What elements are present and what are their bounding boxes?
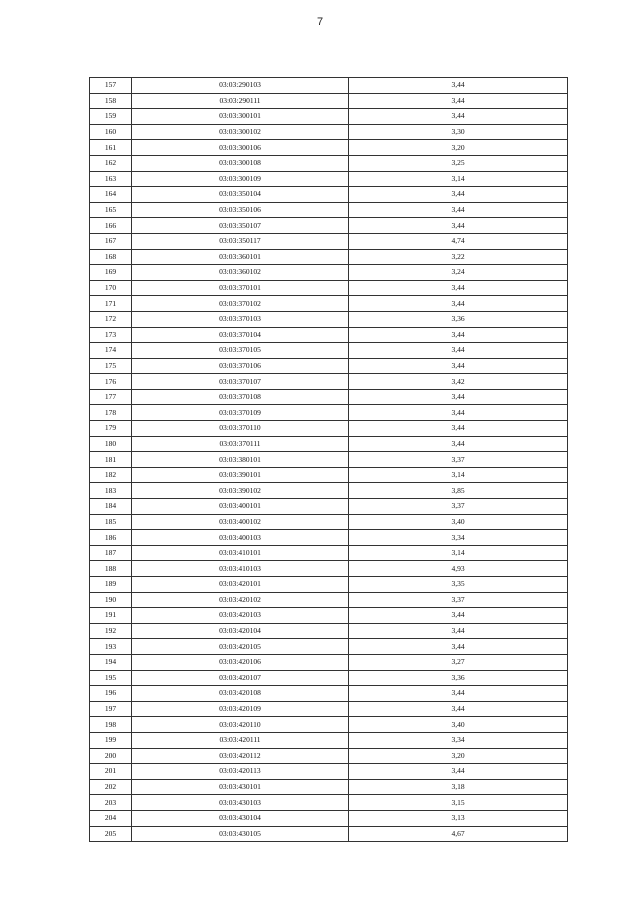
cadastral-number-cell: 03:03:300102 xyxy=(132,124,349,140)
value-cell: 3,44 xyxy=(349,187,568,203)
cadastral-number-cell: 03:03:370107 xyxy=(132,374,349,390)
table-row xyxy=(90,639,568,655)
value-cell: 3,40 xyxy=(349,514,568,530)
row-number-cell: 204 xyxy=(90,810,132,826)
table-row xyxy=(90,109,568,125)
row-number-cell: 158 xyxy=(90,93,132,109)
row-number-cell: 181 xyxy=(90,452,132,468)
value-cell: 4,67 xyxy=(349,826,568,842)
cadastral-number-cell: 03:03:420108 xyxy=(132,686,349,702)
value-cell: 3,44 xyxy=(349,623,568,639)
cadastral-number-cell: 03:03:410103 xyxy=(132,561,349,577)
value-cell: 3,18 xyxy=(349,779,568,795)
row-number-cell: 187 xyxy=(90,545,132,561)
value-cell: 3,36 xyxy=(349,311,568,327)
value-cell: 3,14 xyxy=(349,545,568,561)
table-row xyxy=(90,296,568,312)
value-cell: 3,44 xyxy=(349,421,568,437)
table-row xyxy=(90,779,568,795)
value-cell: 3,37 xyxy=(349,592,568,608)
value-cell: 4,93 xyxy=(349,561,568,577)
value-cell: 4,74 xyxy=(349,233,568,249)
cadastral-number-cell: 03:03:370104 xyxy=(132,327,349,343)
table-row xyxy=(90,577,568,593)
value-cell: 3,85 xyxy=(349,483,568,499)
cadastral-number-cell: 03:03:350106 xyxy=(132,202,349,218)
value-cell: 3,44 xyxy=(349,296,568,312)
row-number-cell: 180 xyxy=(90,436,132,452)
cadastral-number-cell: 03:03:300109 xyxy=(132,171,349,187)
table-row xyxy=(90,218,568,234)
value-cell: 3,14 xyxy=(349,467,568,483)
data-table xyxy=(89,77,568,842)
table-row xyxy=(90,623,568,639)
row-number-cell: 201 xyxy=(90,764,132,780)
row-number-cell: 161 xyxy=(90,140,132,156)
cadastral-number-cell: 03:03:420101 xyxy=(132,577,349,593)
value-cell: 3,44 xyxy=(349,327,568,343)
cadastral-number-cell: 03:03:430105 xyxy=(132,826,349,842)
cadastral-number-cell: 03:03:370111 xyxy=(132,436,349,452)
cadastral-number-cell: 03:03:390101 xyxy=(132,467,349,483)
row-number-cell: 185 xyxy=(90,514,132,530)
cadastral-number-cell: 03:03:290111 xyxy=(132,93,349,109)
cadastral-number-cell: 03:03:370109 xyxy=(132,405,349,421)
cadastral-number-cell: 03:03:420103 xyxy=(132,608,349,624)
row-number-cell: 157 xyxy=(90,78,132,94)
cadastral-number-cell: 03:03:420105 xyxy=(132,639,349,655)
value-cell: 3,14 xyxy=(349,171,568,187)
row-number-cell: 184 xyxy=(90,499,132,515)
cadastral-number-cell: 03:03:360102 xyxy=(132,265,349,281)
cadastral-number-cell: 03:03:350104 xyxy=(132,187,349,203)
table-row xyxy=(90,483,568,499)
row-number-cell: 190 xyxy=(90,592,132,608)
row-number-cell: 192 xyxy=(90,623,132,639)
table-row xyxy=(90,810,568,826)
row-number-cell: 165 xyxy=(90,202,132,218)
table-row xyxy=(90,421,568,437)
table-row xyxy=(90,343,568,359)
cadastral-number-cell: 03:03:360101 xyxy=(132,249,349,265)
cadastral-number-cell: 03:03:370102 xyxy=(132,296,349,312)
cadastral-number-cell: 03:03:420104 xyxy=(132,623,349,639)
cadastral-number-cell: 03:03:370103 xyxy=(132,311,349,327)
table-row xyxy=(90,514,568,530)
value-cell: 3,15 xyxy=(349,795,568,811)
table-row xyxy=(90,265,568,281)
cadastral-number-cell: 03:03:400102 xyxy=(132,514,349,530)
value-cell: 3,44 xyxy=(349,202,568,218)
cadastral-number-cell: 03:03:300108 xyxy=(132,155,349,171)
table-row xyxy=(90,732,568,748)
table-row xyxy=(90,686,568,702)
row-number-cell: 191 xyxy=(90,608,132,624)
value-cell: 3,44 xyxy=(349,764,568,780)
value-cell: 3,37 xyxy=(349,452,568,468)
value-cell: 3,44 xyxy=(349,343,568,359)
row-number-cell: 171 xyxy=(90,296,132,312)
table-row xyxy=(90,764,568,780)
value-cell: 3,44 xyxy=(349,109,568,125)
row-number-cell: 193 xyxy=(90,639,132,655)
row-number-cell: 177 xyxy=(90,389,132,405)
value-cell: 3,27 xyxy=(349,654,568,670)
cadastral-number-cell: 03:03:350107 xyxy=(132,218,349,234)
cadastral-number-cell: 03:03:400101 xyxy=(132,499,349,515)
row-number-cell: 188 xyxy=(90,561,132,577)
table-body xyxy=(90,78,568,842)
table-row xyxy=(90,561,568,577)
table-row xyxy=(90,670,568,686)
value-cell: 3,44 xyxy=(349,608,568,624)
table-row xyxy=(90,358,568,374)
value-cell: 3,44 xyxy=(349,389,568,405)
cadastral-number-cell: 03:03:420113 xyxy=(132,764,349,780)
row-number-cell: 203 xyxy=(90,795,132,811)
row-number-cell: 200 xyxy=(90,748,132,764)
value-cell: 3,24 xyxy=(349,265,568,281)
table-row xyxy=(90,374,568,390)
row-number-cell: 178 xyxy=(90,405,132,421)
value-cell: 3,42 xyxy=(349,374,568,390)
row-number-cell: 159 xyxy=(90,109,132,125)
value-cell: 3,34 xyxy=(349,732,568,748)
table-row xyxy=(90,467,568,483)
table-row xyxy=(90,608,568,624)
cadastral-number-cell: 03:03:420110 xyxy=(132,717,349,733)
table-row xyxy=(90,452,568,468)
row-number-cell: 205 xyxy=(90,826,132,842)
table-row xyxy=(90,311,568,327)
cadastral-number-cell: 03:03:300106 xyxy=(132,140,349,156)
cadastral-number-cell: 03:03:370108 xyxy=(132,389,349,405)
value-cell: 3,20 xyxy=(349,140,568,156)
value-cell: 3,20 xyxy=(349,748,568,764)
cadastral-number-cell: 03:03:400103 xyxy=(132,530,349,546)
table-row xyxy=(90,795,568,811)
row-number-cell: 189 xyxy=(90,577,132,593)
cadastral-number-cell: 03:03:420107 xyxy=(132,670,349,686)
cadastral-number-cell: 03:03:370105 xyxy=(132,343,349,359)
value-cell: 3,22 xyxy=(349,249,568,265)
row-number-cell: 163 xyxy=(90,171,132,187)
row-number-cell: 198 xyxy=(90,717,132,733)
table-row xyxy=(90,545,568,561)
cadastral-number-cell: 03:03:420109 xyxy=(132,701,349,717)
value-cell: 3,44 xyxy=(349,436,568,452)
row-number-cell: 194 xyxy=(90,654,132,670)
cadastral-number-cell: 03:03:370106 xyxy=(132,358,349,374)
table-row xyxy=(90,280,568,296)
value-cell: 3,44 xyxy=(349,358,568,374)
row-number-cell: 174 xyxy=(90,343,132,359)
value-cell: 3,44 xyxy=(349,639,568,655)
table-row xyxy=(90,654,568,670)
cadastral-number-cell: 03:03:420102 xyxy=(132,592,349,608)
cadastral-number-cell: 03:03:380101 xyxy=(132,452,349,468)
table-row xyxy=(90,327,568,343)
table-row xyxy=(90,592,568,608)
table-row xyxy=(90,389,568,405)
cadastral-number-cell: 03:03:420106 xyxy=(132,654,349,670)
value-cell: 3,40 xyxy=(349,717,568,733)
value-cell: 3,37 xyxy=(349,499,568,515)
cadastral-number-cell: 03:03:370101 xyxy=(132,280,349,296)
cadastral-number-cell: 03:03:430104 xyxy=(132,810,349,826)
row-number-cell: 182 xyxy=(90,467,132,483)
cadastral-number-cell: 03:03:420111 xyxy=(132,732,349,748)
row-number-cell: 195 xyxy=(90,670,132,686)
table-row xyxy=(90,140,568,156)
value-cell: 3,34 xyxy=(349,530,568,546)
cadastral-number-cell: 03:03:370110 xyxy=(132,421,349,437)
value-cell: 3,30 xyxy=(349,124,568,140)
table-row xyxy=(90,717,568,733)
row-number-cell: 172 xyxy=(90,311,132,327)
row-number-cell: 166 xyxy=(90,218,132,234)
table-row xyxy=(90,155,568,171)
cadastral-number-cell: 03:03:300101 xyxy=(132,109,349,125)
row-number-cell: 173 xyxy=(90,327,132,343)
table-row xyxy=(90,530,568,546)
table-row xyxy=(90,93,568,109)
table-row xyxy=(90,405,568,421)
value-cell: 3,44 xyxy=(349,701,568,717)
table-row xyxy=(90,171,568,187)
table-row xyxy=(90,748,568,764)
row-number-cell: 164 xyxy=(90,187,132,203)
cadastral-number-cell: 03:03:410101 xyxy=(132,545,349,561)
cadastral-number-cell: 03:03:420112 xyxy=(132,748,349,764)
row-number-cell: 176 xyxy=(90,374,132,390)
value-cell: 3,44 xyxy=(349,686,568,702)
value-cell: 3,44 xyxy=(349,218,568,234)
value-cell: 3,44 xyxy=(349,280,568,296)
row-number-cell: 202 xyxy=(90,779,132,795)
table-row xyxy=(90,701,568,717)
table-row xyxy=(90,233,568,249)
value-cell: 3,44 xyxy=(349,405,568,421)
table-row xyxy=(90,124,568,140)
row-number-cell: 186 xyxy=(90,530,132,546)
row-number-cell: 167 xyxy=(90,233,132,249)
value-cell: 3,36 xyxy=(349,670,568,686)
row-number-cell: 170 xyxy=(90,280,132,296)
row-number-cell: 179 xyxy=(90,421,132,437)
row-number-cell: 196 xyxy=(90,686,132,702)
row-number-cell: 169 xyxy=(90,265,132,281)
table-row xyxy=(90,436,568,452)
value-cell: 3,35 xyxy=(349,577,568,593)
cadastral-number-cell: 03:03:430101 xyxy=(132,779,349,795)
table-row xyxy=(90,187,568,203)
value-cell: 3,44 xyxy=(349,93,568,109)
row-number-cell: 168 xyxy=(90,249,132,265)
table-row xyxy=(90,499,568,515)
value-cell: 3,44 xyxy=(349,78,568,94)
row-number-cell: 162 xyxy=(90,155,132,171)
value-cell: 3,13 xyxy=(349,810,568,826)
cadastral-number-cell: 03:03:390102 xyxy=(132,483,349,499)
cadastral-number-cell: 03:03:350117 xyxy=(132,233,349,249)
row-number-cell: 175 xyxy=(90,358,132,374)
page-number: 7 xyxy=(316,16,324,28)
value-cell: 3,25 xyxy=(349,155,568,171)
row-number-cell: 160 xyxy=(90,124,132,140)
cadastral-number-cell: 03:03:430103 xyxy=(132,795,349,811)
row-number-cell: 197 xyxy=(90,701,132,717)
row-number-cell: 199 xyxy=(90,732,132,748)
table-row xyxy=(90,826,568,842)
table-row xyxy=(90,78,568,94)
table-row xyxy=(90,202,568,218)
row-number-cell: 183 xyxy=(90,483,132,499)
cadastral-number-cell: 03:03:290103 xyxy=(132,78,349,94)
table-row xyxy=(90,249,568,265)
